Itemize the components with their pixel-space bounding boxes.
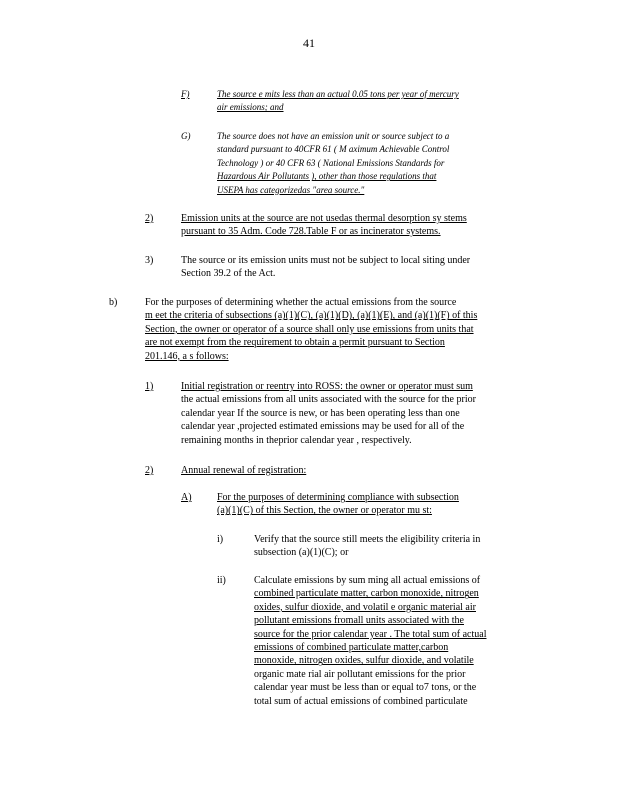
text-line: calendar year ,projected estimated emissions may be used for all of the — [181, 421, 465, 433]
text-line: standard pursuant to 40CFR 61 ( M aximum Achievable Control — [217, 144, 450, 155]
item-b-text — [145, 296, 543, 363]
text-line: Technology ) or 40 CFR 63 ( National Emissions Standards for — [217, 157, 445, 168]
item-label-2: 2) — [145, 213, 154, 224]
text-line: Calculate emissions by sum ming all actual emissions of — [254, 575, 481, 586]
text-line: Section 39.2 of the Act. — [181, 268, 276, 280]
text-line: monoxide, nitrogen oxides, sulfur dioxide, and volatile — [254, 655, 474, 667]
item-A-text — [217, 491, 517, 518]
item-1-text — [181, 380, 535, 447]
text-line: Annual renewal of registration: — [181, 465, 307, 476]
page-number: 41 — [303, 36, 315, 50]
item-2-text — [181, 212, 526, 239]
item-3-text — [181, 254, 526, 281]
text-line: calendar year must be less than or equal to7 tons, or the — [254, 682, 477, 694]
item-label-A: A) — [181, 492, 192, 503]
item-label-F: F) — [181, 89, 190, 99]
item-label-3: 3) — [145, 255, 154, 266]
item-label-ii: ii) — [217, 575, 226, 586]
text-line: subsection (a)(1)(C); or — [254, 547, 349, 559]
text-line: air emissions; and — [217, 102, 284, 113]
item-label-2-annual: 2) — [145, 465, 154, 476]
text-line: pursuant to 35 Adm. Code 728.Table F or as incinerator systems. — [181, 226, 441, 238]
text-line: organic mate rial air pollutant emissions for the prior — [254, 668, 466, 680]
text-line: For the purposes of determining whether the actual emissions from the source — [145, 297, 457, 308]
text-line: For the purposes of determining compliance with subsection — [217, 492, 459, 503]
item-F-text — [217, 88, 523, 115]
text-line: remaining months in theprior calendar year , respectively. — [181, 434, 412, 446]
text-line: source for the prior calendar year . The total sum of actual — [254, 628, 487, 640]
text-line: pollutant emissions fromall units associated with the — [254, 615, 464, 627]
text-line: Section, the owner or operator of a source shall only use emissions from units that — [145, 323, 474, 335]
text-line: Hazardous Air Pollutants ), other than those regulations that — [217, 171, 437, 182]
text-line: The source does not have an emission unit or source subject to a — [217, 131, 450, 141]
item-label-G: G) — [181, 131, 191, 141]
item-ii-text — [254, 574, 539, 708]
text-line: combined particulate matter, carbon monoxide, nitrogen — [254, 588, 479, 600]
text-line: Verify that the source still meets the eligibility criteria in — [254, 534, 481, 545]
text-line: m eet the criteria of subsections (a)(1)(C), (a)(1)(D), (a)(1)(E), and (a)(1)(F) of this — [145, 310, 478, 322]
text-line: emissions of combined particulate matter,carbon — [254, 642, 449, 654]
text-line: Emission units at the source are not usedas thermal desorption sy stems — [181, 213, 467, 224]
item-G-text — [217, 130, 523, 197]
text-line: calendar year If the source is new, or has been operating less than one — [181, 407, 460, 419]
text-line: (a)(1)(C) of this Section, the owner or operator mu st: — [217, 505, 432, 517]
item-label-i: i) — [217, 534, 224, 545]
text-line: total sum of actual emissions of combined particulate — [254, 695, 468, 707]
text-line: The source e mits less than an actual 0.05 tons per year of mercury — [217, 89, 459, 99]
text-line: USEPA has categorizedas "area source." — [217, 184, 365, 195]
item-i-text — [254, 533, 534, 560]
item-label-1: 1) — [145, 381, 154, 392]
text-line: 201.146, a s follows: — [145, 350, 229, 362]
text-line: The source or its emission units must not be subject to local siting under — [181, 255, 471, 266]
item-label-b: b) — [109, 297, 118, 308]
text-line: the actual emissions from all units associated with the source for the prior — [181, 394, 476, 406]
text-line: Initial registration or reentry into ROSS: the owner or operator must sum — [181, 381, 473, 392]
text-line: are not exempt from the requirement to obtain a permit pursuant to Section — [145, 337, 445, 349]
text-line: oxides, sulfur dioxide, and volatil e organic material air — [254, 601, 476, 613]
item-2-annual-text — [181, 464, 381, 477]
